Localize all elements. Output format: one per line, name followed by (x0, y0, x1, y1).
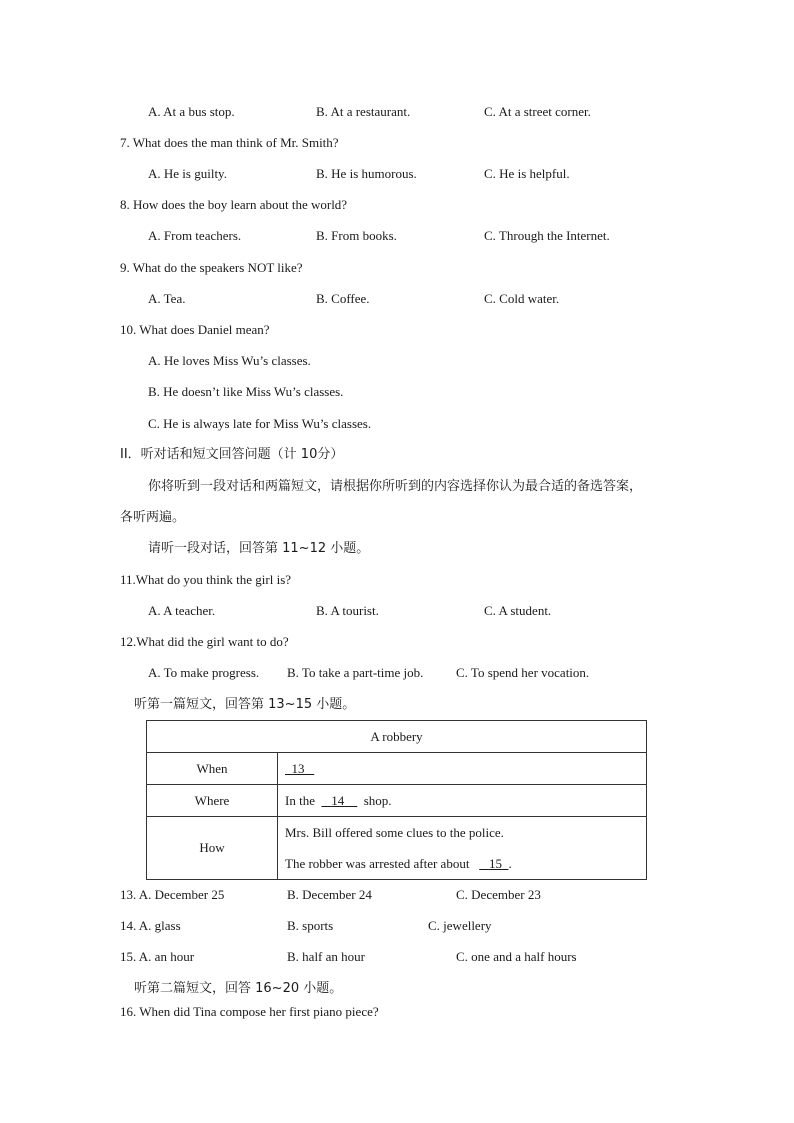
section-2-heading: II．听对话和短文回答问题（计 10分） (120, 447, 344, 462)
q15-option-a: 15. A. an hour (120, 949, 195, 964)
q6-option-a: A. At a bus stop. (148, 104, 235, 119)
q14-option-b: B. sports (287, 918, 334, 933)
q11-option-c: C. A student. (484, 603, 552, 618)
section-2-instruction: 你将听到一段对话和两篇短文，请根据你所听到的内容选择你认为最合适的备选答案， (148, 479, 643, 494)
row-when-label: When (147, 753, 278, 785)
q8-option-b: B. From books. (316, 228, 397, 243)
q9-option-c: C. Cold water. (484, 291, 560, 306)
q11-option-a: A. A teacher. (148, 603, 216, 618)
q6-option-c: C. At a street corner. (484, 104, 591, 119)
q9-stem: 9. What do the speakers NOT like? (120, 260, 303, 275)
row-where-value: In the 14 shop. (278, 785, 647, 817)
q12-option-a: A. To make progress. (148, 665, 260, 680)
q10-stem: 10. What does Daniel mean? (120, 322, 270, 337)
row-how-label: How (147, 817, 278, 880)
q11-option-b: B. A tourist. (316, 603, 379, 618)
q15-option-b: B. half an hour (287, 949, 365, 964)
q8-option-c: C. Through the Internet. (484, 228, 610, 243)
q13-option-a: 13. A. December 25 (120, 887, 225, 902)
row-where-label: Where (147, 785, 278, 817)
section-2-instruction-cont: 各听两遍。 (120, 510, 186, 525)
q13-option-c: C. December 23 (456, 887, 541, 902)
table-title: A robbery (147, 721, 647, 753)
how-line-1: Mrs. Bill offered some clues to the police. (285, 824, 504, 840)
q10-option-a: A. He loves Miss Wu’s classes. (148, 353, 311, 368)
q7-option-b: B. He is humorous. (316, 166, 417, 181)
robbery-table (146, 720, 647, 880)
q14-option-c: C. jewellery (428, 918, 492, 933)
q13-option-b: B. December 24 (287, 887, 372, 902)
q12-option-c: C. To spend her vocation. (456, 665, 590, 680)
q7-option-c: C. He is helpful. (484, 166, 570, 181)
q10-option-b: B. He doesn’t like Miss Wu’s classes. (148, 384, 344, 399)
q8-stem: 8. How does the boy learn about the world? (120, 197, 348, 212)
row-when-value (278, 753, 647, 785)
q15-option-c: C. one and a half hours (456, 949, 577, 964)
q10-option-c: C. He is always late for Miss Wu’s classes. (148, 416, 372, 431)
q9-option-b: B. Coffee. (316, 291, 370, 306)
q6-option-b: B. At a restaurant. (316, 104, 411, 119)
q16-stem: 16. When did Tina compose her first piano piece? (120, 1004, 379, 1019)
q7-stem: 7. What does the man think of Mr. Smith? (120, 135, 339, 150)
passage-1-note: 听第一篇短文，回答第 13~15 小题。 (134, 697, 356, 712)
q8-option-a: A. From teachers. (148, 228, 242, 243)
q12-stem: 12.What did the girl want to do? (120, 634, 289, 649)
row-how-value (278, 817, 647, 880)
q14-option-a: 14. A. glass (120, 918, 181, 933)
q7-option-a: A. He is guilty. (148, 166, 227, 181)
how-line-2: The robber was arrested after about 15 . (285, 855, 512, 871)
blank-13: 13 (291, 760, 305, 776)
blank-15: 15 (488, 855, 502, 871)
q9-option-a: A. Tea. (148, 291, 186, 306)
blank-14: 14 (331, 792, 345, 808)
passage-2-note: 听第二篇短文，回答 16~20 小题。 (134, 981, 343, 996)
dialogue-note: 请听一段对话，回答第 11~12 小题。 (148, 541, 370, 556)
q12-option-b: B. To take a part-time job. (287, 665, 424, 680)
q11-stem: 11.What do you think the girl is? (120, 572, 292, 587)
